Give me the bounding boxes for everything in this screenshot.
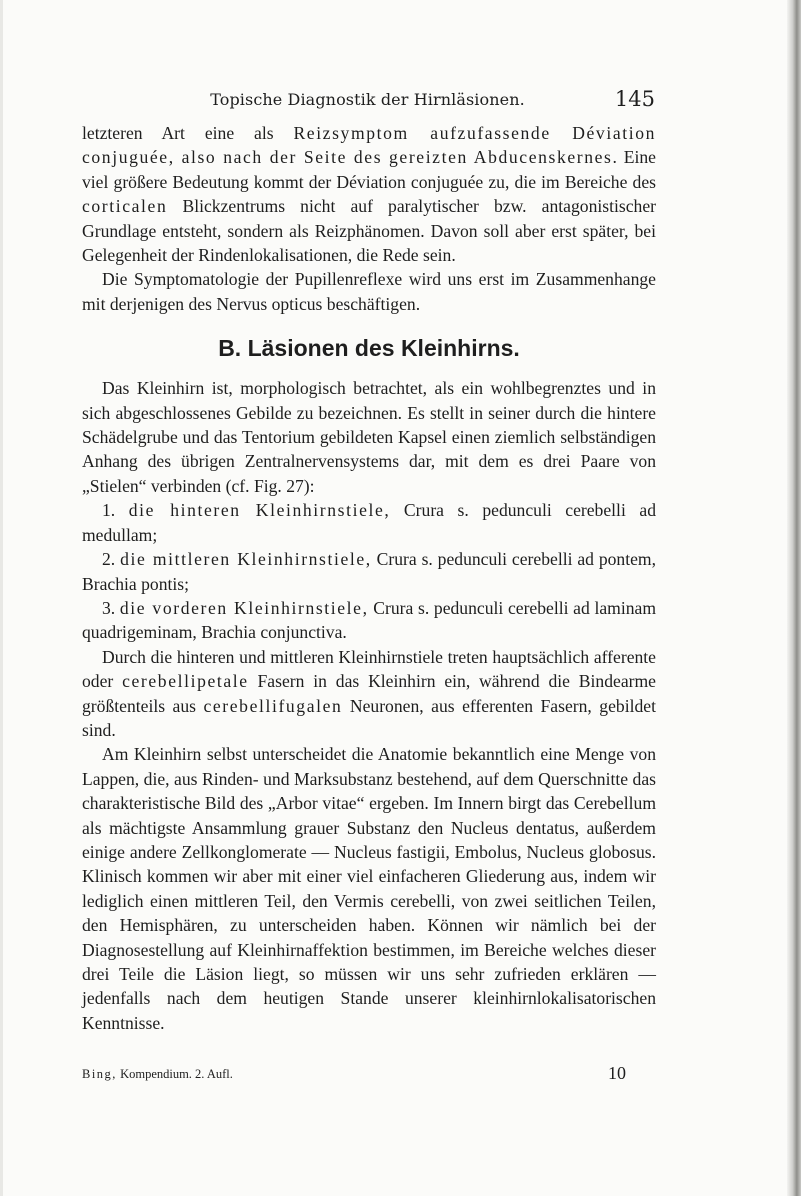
- list-item: [82, 498, 656, 547]
- list-number: 3.: [102, 597, 116, 618]
- page-footer: [82, 1063, 656, 1085]
- running-title: Topische Diagnostik der Hirnläsionen.: [210, 90, 525, 109]
- footer-signature: [82, 1067, 233, 1082]
- text-run: Fasern in das Kleinhirn ein, während die Bindearme größtenteils aus: [82, 671, 656, 716]
- spaced-text-run: Reizsymptom aufzufassende Déviation conjuguée, also nach der Seite des gereizten Abducenskernes.: [82, 123, 656, 168]
- paragraph-fasern: [82, 645, 656, 743]
- text-run: letzteren Art eine als: [82, 123, 294, 143]
- list-term: die vorderen Kleinhirnstiele,: [119, 597, 369, 618]
- text-run: Eine viel größere Bedeutung kommt der Déviation conjuguée zu, die im Bereiche des: [82, 147, 656, 192]
- list-item: [82, 547, 656, 596]
- sheet-number: 10: [608, 1063, 626, 1083]
- footer-author: Bing,: [82, 1067, 117, 1081]
- paragraph-kleinhirn-intro: Das Kleinhirn ist, morphologisch betrachtet, als ein wohlbegrenztes und in sich abgeschlossenes Gebilde zu bezeichnen. Es stellt in seiner durch die hintere Schädelgrube und das Tentorium gebildeten Kapsel einen ziemlich selbständigen Anhang des übrigen Zentralnervensystems dar, mit dem es drei Paare von „Stielen“ verbinden (cf. Fig. 27):: [82, 378, 656, 496]
- paragraph-pupillenreflexe: Die Symptomatologie der Pupillenreflexe wird uns erst im Zusammenhange mit derjenigen des Nervus opticus beschäftigen.: [82, 269, 656, 314]
- text-run: Neuronen, aus efferenten Fasern, gebildet sind.: [82, 695, 656, 740]
- body-text: [82, 121, 656, 1035]
- list-text: Crura s. pedunculi cerebelli ad laminam quadrigeminam, Brachia conjunctiva.: [82, 597, 657, 643]
- page-left-edge: [0, 0, 3, 1196]
- text-run: Blickzentrums nicht auf paralytischer bzw. antagonistischer Grundlage entsteht, sondern als Reizphänomen. Davon soll aber erst später, bei Gelegenheit der Rindenlokalisationen, die Rede sein.: [82, 196, 656, 266]
- paragraph-anatomie: Am Kleinhirn selbst unterscheidet die Anatomie bekanntlich eine Menge von Lappen, die, aus Rinden- und Marksubstanz bestehend, auf dem Querschnitte das charakteristische Bild des „Arbor vitae“ ergeben. Im Innern birgt das Cerebellum als mächtigste Ansammlung grauer Substanz den Nucleus dentatus, außerdem einige andere Zellkonglomerate — Nucleus fastigii, Embolus, Nucleus globosus. Klinisch kommen wir aber mit einer viel einfacheren Gliederung aus, indem wir lediglich einen mittleren Teil, den Vermis cerebelli, von zwei seitlichen Teilen, den Hemisphären, zu unterscheiden haben. Können wir nämlich bei der Diagnosestellung auf Kleinhirnaffektion bestimmen, im Bereiche welches dieser drei Teile die Läsion liegt, so müssen wir uns sehr zufrieden erklären — jedenfalls nach dem heutigen Stande unserer kleinhirnlokalisatorischen Kenntnisse.: [82, 744, 656, 1033]
- list-number: 1.: [102, 500, 116, 521]
- list-number: 2.: [102, 549, 116, 570]
- spaced-text-run: cerebellipetale: [122, 671, 249, 692]
- footer-book: Kompendium. 2. Aufl.: [116, 1067, 233, 1081]
- list-item: [82, 596, 656, 645]
- text-run: Durch die hinteren und mittleren Kleinhirnstiele treten hauptsächlich afferente oder: [82, 646, 656, 692]
- list-text: Crura s. pedunculi cerebelli ad pontem, Brachia pontis;: [82, 549, 656, 594]
- page-header: [80, 87, 655, 116]
- spaced-text-run: cerebellifugalen: [203, 695, 343, 716]
- section-heading: B. Läsionen des Kleinhirns.: [218, 335, 520, 362]
- spaced-text-run: corticalen: [82, 196, 168, 217]
- page-binding-shadow: [787, 0, 801, 1196]
- paragraph-deviation: [82, 121, 656, 267]
- list-term: die mittleren Kleinhirnstiele,: [120, 549, 372, 570]
- list-text: Crura s. pedunculi cerebelli ad medullam;: [82, 500, 656, 545]
- list-term: die hinteren Kleinhirnstiele,: [128, 500, 391, 521]
- page-number: 145: [614, 87, 655, 111]
